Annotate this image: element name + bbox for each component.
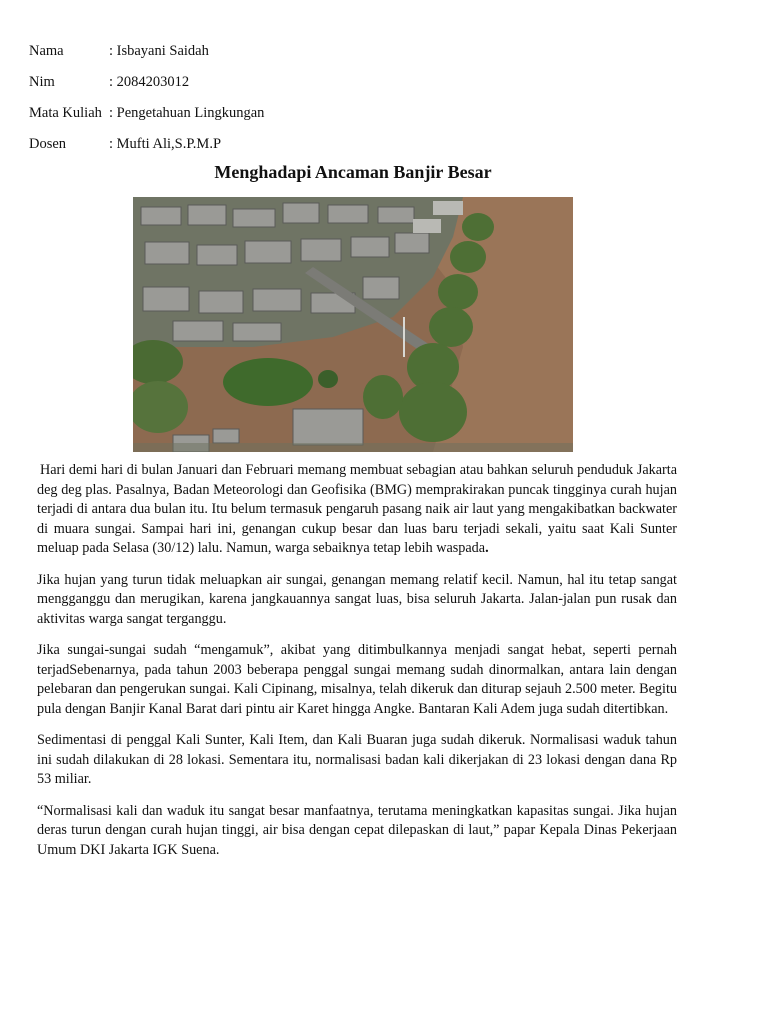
info-label: Dosen <box>29 136 67 152</box>
paragraph: Jika sungai-sungai sudah “mengamuk”, akibat yang ditimbulkannya menjadi sangat hebat, seperti pernah terjadSebenarnya, pada tahun 2003 beberapa penggal sungai memang sudah dinormalkan, antara lain dengan pelebaran dan pengerukan sungai. Kali Cipinang, misalnya, telah dikeruk dan diturap sejauh 2.500 meter. Begitu pula dengan Banjir Kanal Barat dari pintu air Karet hingga Angke. Bantaran Kali Adem juga sudah ditertibkan. <box>37 642 677 717</box>
info-row-mata-kuliah <box>29 98 264 129</box>
article-title: Menghadapi Ancaman Banjir Besar <box>214 162 492 182</box>
info-row-nim <box>29 67 264 98</box>
paragraph-end-period: . <box>485 540 489 556</box>
student-info <box>29 36 264 160</box>
paragraph <box>37 461 677 559</box>
info-label: Nama <box>29 43 64 59</box>
flood-photo-illustration <box>133 197 573 452</box>
paragraph: Jika hujan yang turun tidak meluapkan air sungai, genangan memang relatif kecil. Namun, hal itu tetap sangat mengganggu dan merugikan, karena jangkauannya sangat luas, bisa seluruh Jakarta. Jalan-jalan pun rusak dan aktivitas warga sangat terganggu. <box>37 571 677 627</box>
info-label: Nim <box>29 74 55 90</box>
info-row-nama <box>29 36 264 67</box>
paragraph: “Normalisasi kali dan waduk itu sangat besar manfaatnya, terutama meningkatkan kapasitas sungai. Jika hujan deras turun dengan curah hujan tinggi, air bisa dengan cepat dilepaskan di laut,” papar Kepala Dinas Pekerjaan Umum DKI Jakarta IGK Suena. <box>37 802 677 858</box>
info-value: : Mufti Ali,S.P.M.P <box>109 136 222 152</box>
paragraph-text: Hari demi hari di bulan Januari dan Februari memang membuat sebagian atau bahkan seluruh penduduk Jakarta deg deg plas. Pasalnya, Badan Meteorologi dan Geofisika (BMG) memprakirakan puncak tingginya curah hujan terjadi di antara dua bulan itu. Itu belum termasuk pengaruh pasang naik air laut yang mengakibatkan backwater di muara sungai. Sampai hari ini, genangan cukup besar dan luas baru terjadi sekali, yaitu saat Kali Sunter meluap pada Selasa (30/12) lalu. Namun, warga sebaiknya tetap lebih waspada <box>37 462 677 556</box>
info-value: : Pengetahuan Lingkungan <box>109 105 265 121</box>
article-body <box>37 461 677 872</box>
paragraph: Sedimentasi di penggal Kali Sunter, Kali Item, dan Kali Buaran juga sudah dikeruk. Normalisasi waduk tahun ini sudah dilakukan di 28 lokasi. Sementara itu, normalisasi badan kali dikerjakan di 23 lokasi dengan dana Rp 53 miliar. <box>37 732 677 787</box>
flood-aerial-photo <box>133 197 573 452</box>
info-row-dosen <box>29 129 264 160</box>
info-value: : Isbayani Saidah <box>109 43 209 59</box>
info-label: Mata Kuliah <box>29 105 102 121</box>
info-value: : 2084203012 <box>109 74 190 90</box>
